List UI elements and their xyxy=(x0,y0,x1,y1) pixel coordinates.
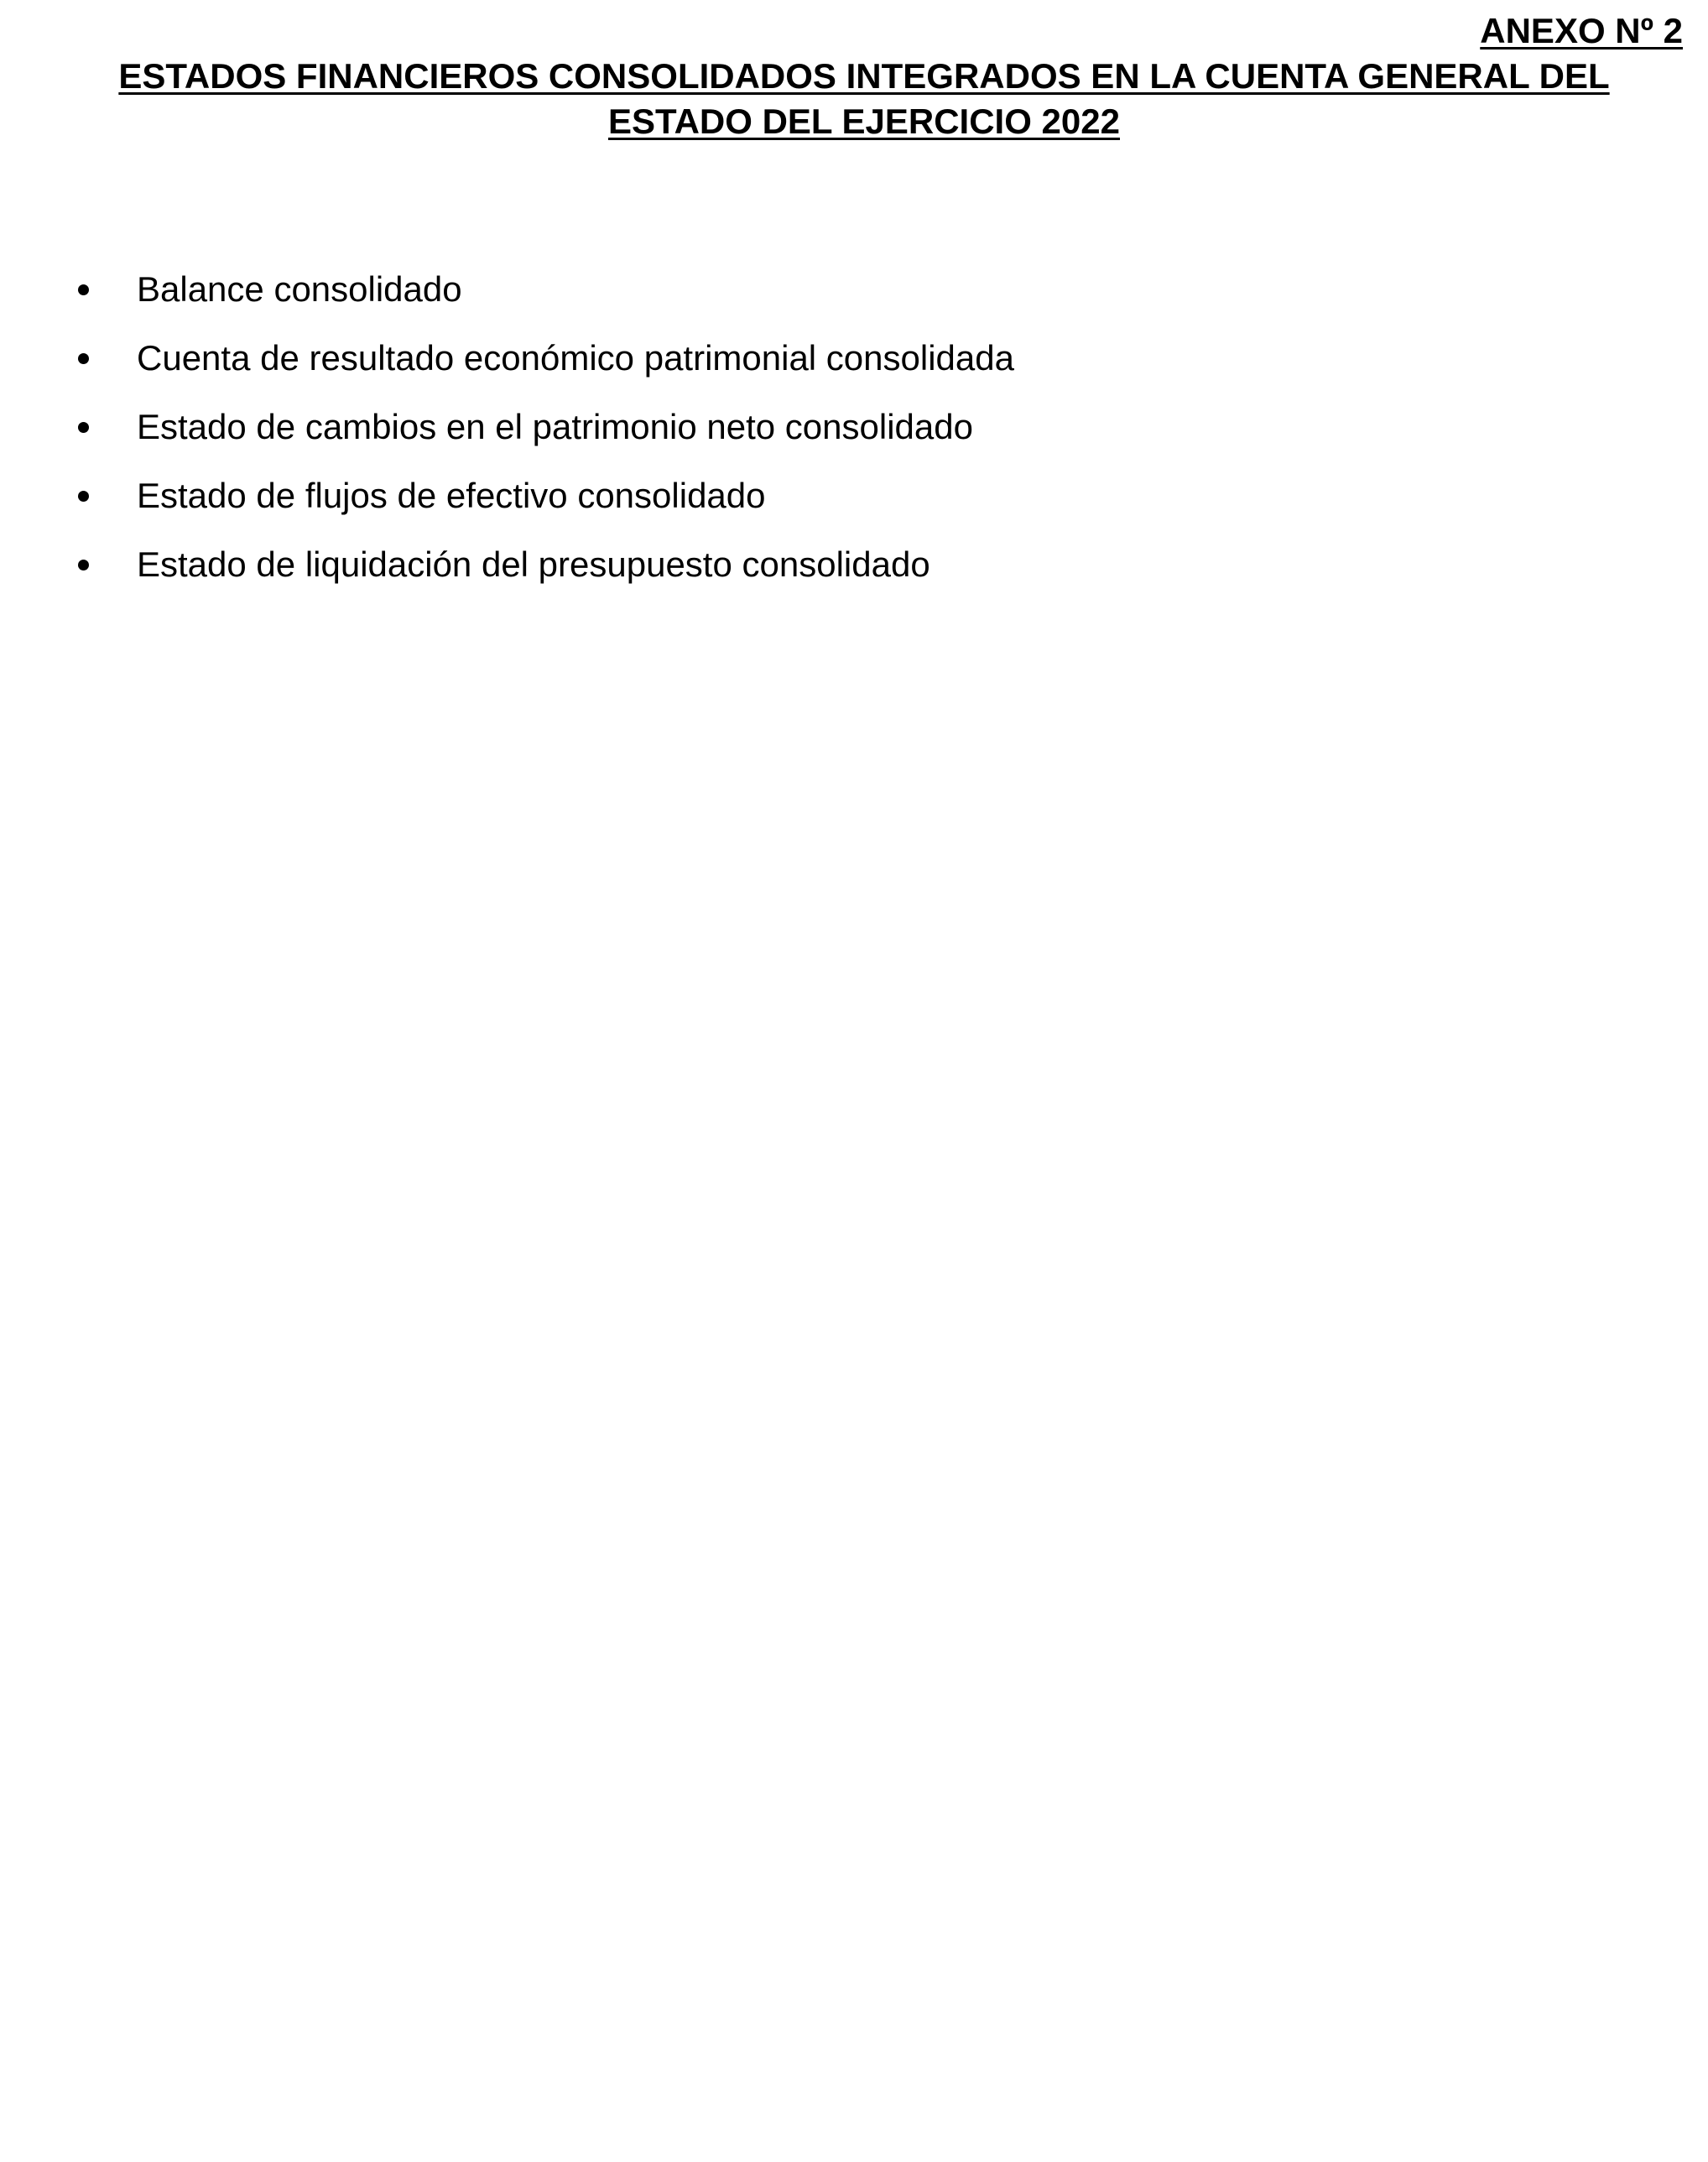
annex-label: ANEXO Nº 2 xyxy=(1480,11,1683,50)
list-item-text: Estado de liquidación del presupuesto consolidado xyxy=(137,544,930,584)
bullet-icon xyxy=(78,560,89,570)
bullet-icon xyxy=(78,353,89,364)
title-line-2: ESTADO DEL EJERCICIO 2022 xyxy=(608,102,1120,141)
list-item-text: Cuenta de resultado económico patrimonial consolidada xyxy=(137,338,1014,378)
title-line-1: ESTADOS FINANCIEROS CONSOLIDADOS INTEGRADOS EN LA CUENTA GENERAL DEL xyxy=(118,56,1610,96)
bullet-icon xyxy=(78,284,89,295)
document-title xyxy=(34,54,1695,144)
bullet-icon xyxy=(78,491,89,502)
list-item-text: Estado de cambios en el patrimonio neto consolidado xyxy=(137,407,973,446)
list-item-text: Estado de flujos de efectivo consolidado xyxy=(137,476,766,515)
bullet-icon xyxy=(78,422,89,433)
list-item-text: Balance consolidado xyxy=(137,269,462,309)
